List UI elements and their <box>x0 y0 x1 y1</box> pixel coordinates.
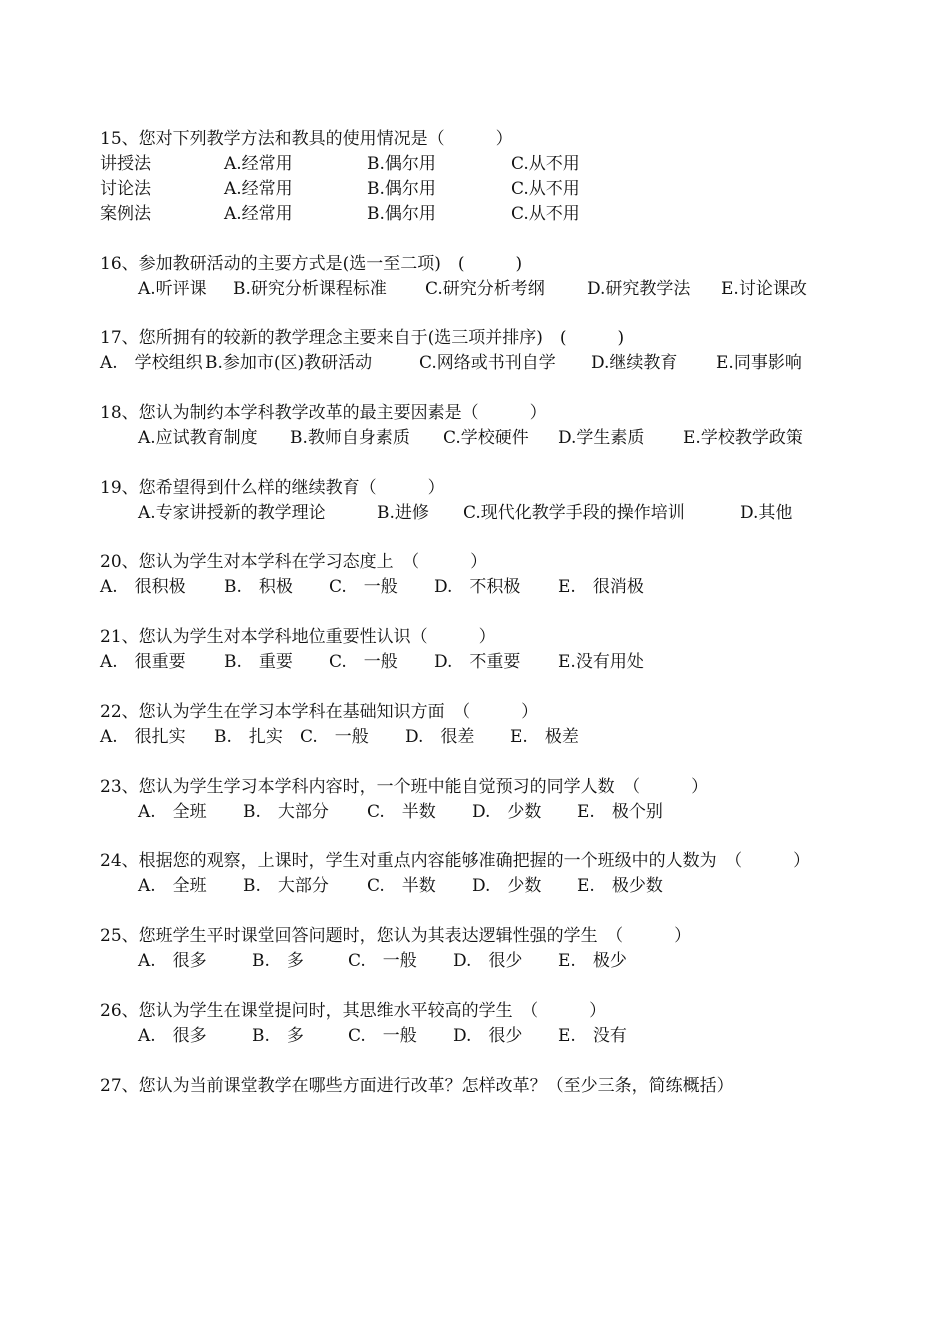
question-number: 24、 <box>100 851 139 871</box>
question-text: 参加教研活动的主要方式是(选一至二项) ( ) <box>138 254 523 274</box>
question-number: 20、 <box>100 552 139 572</box>
question-number: 23、 <box>100 777 139 797</box>
option-d: D.学生素质 <box>558 428 645 448</box>
question-number: 25、 <box>100 926 139 946</box>
option-c: C.学校硬件 <box>443 428 529 448</box>
option-e: E. 极差 <box>510 727 579 747</box>
option-e: E.学校教学政策 <box>683 428 803 448</box>
option-d: D. 不重要 <box>434 652 521 672</box>
option-a: A. 很积极 <box>100 577 186 597</box>
option-d: D. 很少 <box>453 951 523 971</box>
option-b: B.偶尔用 <box>367 179 436 199</box>
option-b: B. 扎实 <box>214 727 283 747</box>
option-d: D.其他 <box>740 503 793 523</box>
option-d: D.研究教学法 <box>587 279 691 299</box>
option-b: B.教师自身素质 <box>290 428 410 448</box>
question-text: 您认为学生在课堂提问时，其思维水平较高的学生 （ ） <box>138 1001 607 1021</box>
option-b: B. 积极 <box>224 577 293 597</box>
question-27 <box>100 1075 734 1097</box>
question-text: 您认为当前课堂教学在哪些方面进行改革？怎样改革？（至少三条，简练概括） <box>138 1076 734 1096</box>
option-a: A.经常用 <box>224 179 293 199</box>
option-b: B. 多 <box>252 951 304 971</box>
question-text: 您认为学生学习本学科内容时，一个班中能自觉预习的同学人数 （ ） <box>138 777 709 797</box>
question-22 <box>100 701 538 723</box>
option-d: D. 很少 <box>453 1026 523 1046</box>
option-a: A. 全班 <box>138 802 207 822</box>
method-label: 案例法 <box>100 204 151 224</box>
question-text: 您认为学生对本学科地位重要性认识（ ） <box>138 627 496 647</box>
option-b: B. 大部分 <box>243 876 329 896</box>
option-c: C.从不用 <box>511 154 580 174</box>
option-c: C. 一般 <box>300 727 369 747</box>
option-d: D. 少数 <box>472 876 542 896</box>
option-b: B. 多 <box>252 1026 304 1046</box>
option-d: D.继续教育 <box>591 353 678 373</box>
option-b: B.进修 <box>377 503 429 523</box>
question-number: 15、 <box>100 129 139 149</box>
option-b: B.参加市(区)教研活动 <box>205 353 373 373</box>
option-a: A.经常用 <box>224 204 293 224</box>
option-e: E.同事影响 <box>716 353 802 373</box>
option-a: A. 很多 <box>138 1026 207 1046</box>
question-text: 您对下列教学方法和教具的使用情况是（ ） <box>138 129 513 149</box>
option-e: E.讨论课改 <box>721 279 807 299</box>
option-c: C.网络或书刊自学 <box>419 353 556 373</box>
option-a: A. 很多 <box>138 951 207 971</box>
option-c: C. 一般 <box>348 951 417 971</box>
question-text: 您认为制约本学科教学改革的最主要因素是（ ） <box>138 403 547 423</box>
option-c: C. 半数 <box>367 876 436 896</box>
question-15 <box>100 128 513 150</box>
method-label: 讨论法 <box>100 179 151 199</box>
option-a: A. 很扎实 <box>100 727 186 747</box>
option-d: D. 少数 <box>472 802 542 822</box>
option-b: B. 重要 <box>224 652 293 672</box>
question-21 <box>100 626 496 648</box>
question-20 <box>100 551 487 573</box>
option-a: A. 很重要 <box>100 652 186 672</box>
option-a: A.听评课 <box>138 279 207 299</box>
option-c: C. 一般 <box>329 652 398 672</box>
question-text: 您所拥有的较新的教学理念主要来自于(选三项并排序) ( ) <box>138 328 625 348</box>
question-number: 16、 <box>100 254 139 274</box>
question-17 <box>100 327 624 349</box>
option-c: C. 一般 <box>348 1026 417 1046</box>
question-16 <box>100 253 522 275</box>
question-23 <box>100 776 708 798</box>
question-number: 19、 <box>100 478 139 498</box>
option-e: E. 没有 <box>558 1026 627 1046</box>
question-text: 根据您的观察，上课时，学生对重点内容能够准确把握的一个班级中的人数为 （ ） <box>138 851 811 871</box>
question-19 <box>100 477 445 499</box>
question-number: 27、 <box>100 1076 139 1096</box>
question-26 <box>100 1000 606 1022</box>
option-e: E. 极少数 <box>577 876 663 896</box>
option-a: A.经常用 <box>224 154 293 174</box>
question-number: 26、 <box>100 1001 139 1021</box>
option-a: A. 全班 <box>138 876 207 896</box>
option-b: B.偶尔用 <box>367 204 436 224</box>
option-d: D. 不积极 <box>434 577 521 597</box>
question-number: 22、 <box>100 702 139 722</box>
option-e: E. 很消极 <box>558 577 644 597</box>
option-e: E. 极个别 <box>577 802 663 822</box>
question-text: 您认为学生对本学科在学习态度上 （ ） <box>138 552 488 572</box>
question-24 <box>100 850 810 872</box>
option-a: A.应试教育制度 <box>138 428 258 448</box>
option-b: B.研究分析课程标准 <box>233 279 387 299</box>
question-number: 17、 <box>100 328 139 348</box>
option-d: D. 很差 <box>405 727 475 747</box>
option-b: B.偶尔用 <box>367 154 436 174</box>
question-text: 您班学生平时课堂回答问题时，您认为其表达逻辑性强的学生 （ ） <box>138 926 692 946</box>
option-a: A.专家讲授新的教学理论 <box>138 503 326 523</box>
option-e: E. 极少 <box>558 951 627 971</box>
method-label: 讲授法 <box>100 154 151 174</box>
option-b: B. 大部分 <box>243 802 329 822</box>
option-c: C. 半数 <box>367 802 436 822</box>
question-18 <box>100 402 547 424</box>
option-a: A. 学校组织 <box>100 353 203 373</box>
question-number: 21、 <box>100 627 139 647</box>
option-e: E.没有用处 <box>558 652 644 672</box>
option-c: C.从不用 <box>511 204 580 224</box>
options-row <box>0 1025 950 1179</box>
question-25 <box>100 925 691 947</box>
question-text: 您希望得到什么样的继续教育（ ） <box>138 478 445 498</box>
option-c: C.研究分析考纲 <box>425 279 545 299</box>
option-c: C.从不用 <box>511 179 580 199</box>
option-c: C. 一般 <box>329 577 398 597</box>
option-c: C.现代化教学手段的操作培训 <box>463 503 685 523</box>
question-number: 18、 <box>100 403 139 423</box>
question-text: 您认为学生在学习本学科在基础知识方面 （ ） <box>138 702 539 722</box>
